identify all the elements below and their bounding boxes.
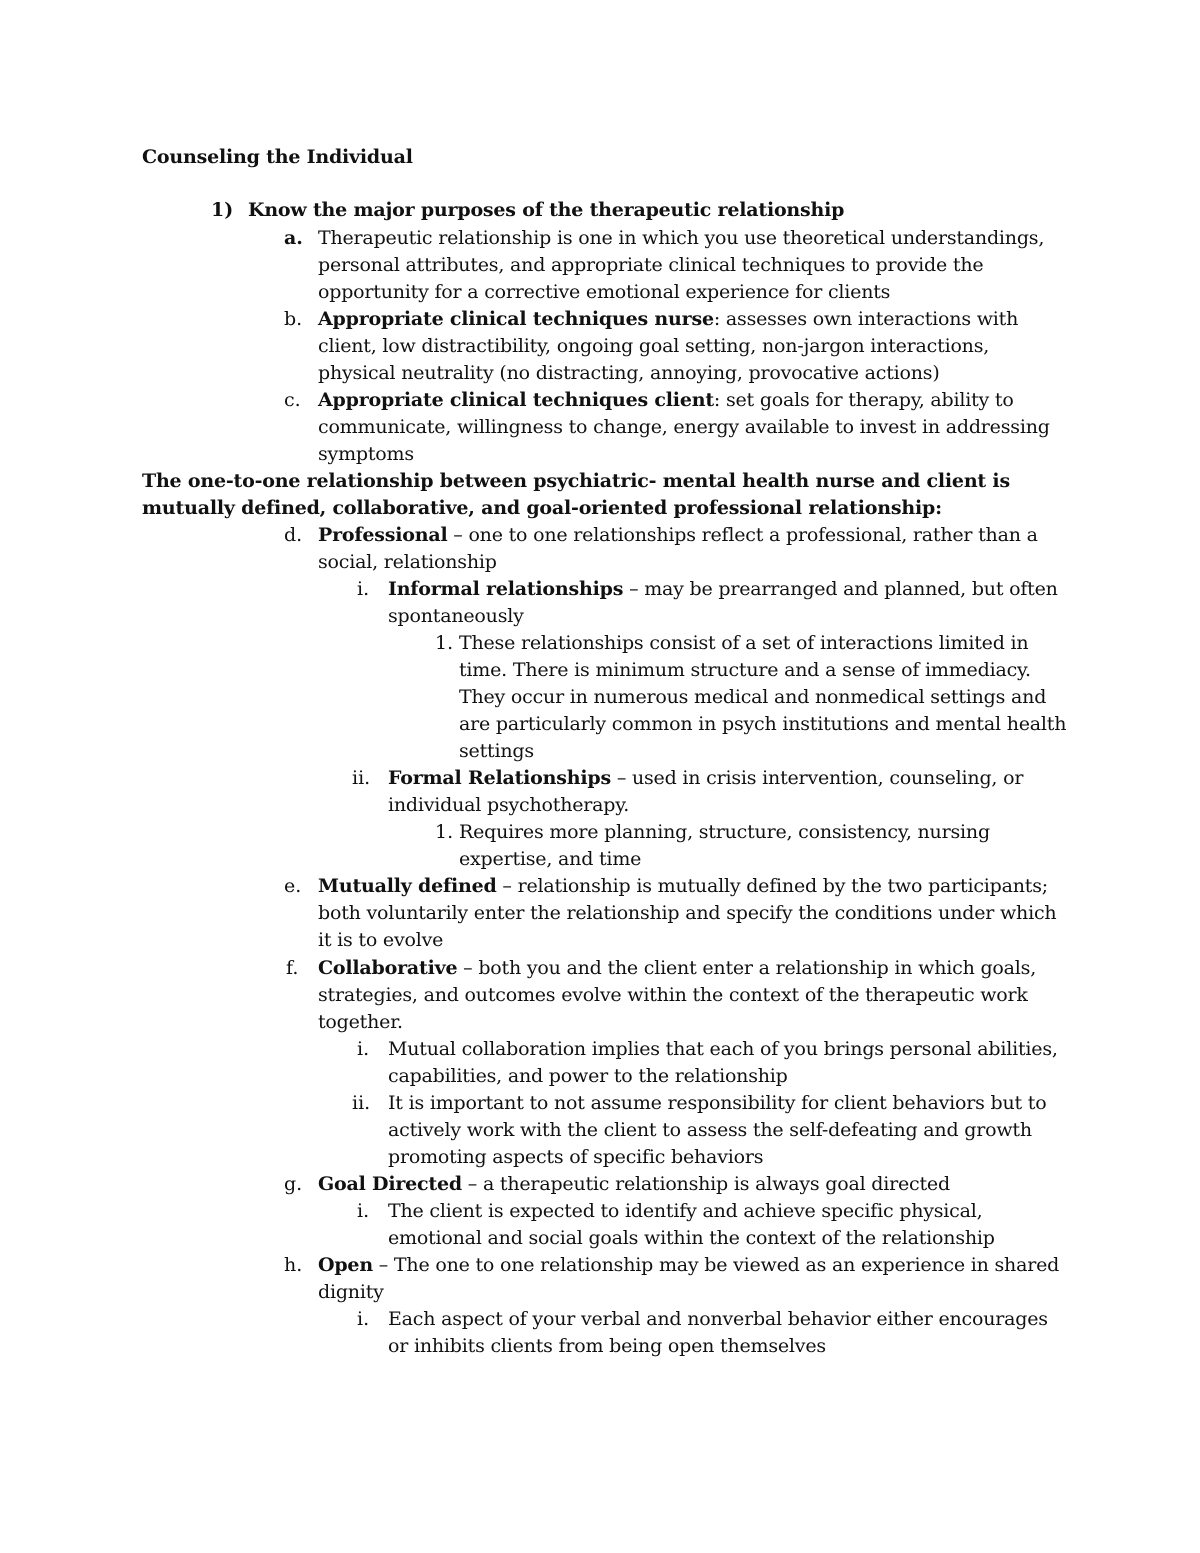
bold-statement-line2: mutually defined, collaborative, and goal-oriented professional relationship: — [142, 497, 942, 519]
document-title: Counseling the Individual — [142, 146, 413, 168]
item-a-line1: Therapeutic relationship is one in which you use theoretical understandings, — [318, 227, 1045, 249]
item-f-line3: together. — [318, 1011, 403, 1033]
item-b-line2: client, low distractibility, ongoing goal setting, non-jargon interactions, — [318, 335, 990, 357]
item-g-line1: Goal Directed – a therapeutic relationship is always goal directed — [318, 1173, 950, 1195]
item-d-i-1-line2: time. There is minimum structure and a sense of immediacy. — [459, 659, 1031, 681]
item-d-i-line1: Informal relationships – may be prearranged and planned, but often — [388, 578, 1058, 600]
section-number: 1) — [211, 199, 234, 221]
list-marker-g-i: i. — [357, 1200, 370, 1222]
item-d-line1: Professional – one to one relationships reflect a professional, rather than a — [318, 524, 1038, 546]
item-f-ii-line3: promoting aspects of specific behaviors — [388, 1146, 764, 1168]
item-d-i-1-line5: settings — [459, 740, 534, 762]
item-a-line2: personal attributes, and appropriate clinical techniques to provide the — [318, 254, 984, 276]
item-c-line1: Appropriate clinical techniques client: set goals for therapy, ability to — [318, 389, 1014, 411]
list-marker-h-i: i. — [357, 1308, 370, 1330]
list-marker-d-i-1: 1. — [435, 632, 454, 654]
list-marker-d-i: i. — [357, 578, 370, 600]
item-f-i-line2: capabilities, and power to the relationship — [388, 1065, 788, 1087]
item-g-i-line1: The client is expected to identify and achieve specific physical, — [388, 1200, 983, 1222]
item-a-line3: opportunity for a corrective emotional experience for clients — [318, 281, 891, 303]
item-h-line2: dignity — [318, 1281, 384, 1303]
item-h-line1: Open – The one to one relationship may be viewed as an experience in shared — [318, 1254, 1060, 1276]
item-f-line1: Collaborative – both you and the client enter a relationship in which goals, — [318, 957, 1037, 979]
item-g-i-line2: emotional and social goals within the context of the relationship — [388, 1227, 995, 1249]
item-d-line2: social, relationship — [318, 551, 497, 573]
item-d-i-1-line4: are particularly common in psych institutions and mental health — [459, 713, 1067, 735]
item-h-i-line1: Each aspect of your verbal and nonverbal behavior either encourages — [388, 1308, 1048, 1330]
item-d-ii-line2: individual psychotherapy. — [388, 794, 630, 816]
list-marker-d-ii-1: 1. — [435, 821, 454, 843]
list-marker-b: b. — [284, 308, 303, 330]
item-f-i-line1: Mutual collaboration implies that each of you brings personal abilities, — [388, 1038, 1058, 1060]
list-marker-h: h. — [284, 1254, 303, 1276]
list-marker-a: a. — [284, 227, 303, 249]
item-b-line1: Appropriate clinical techniques nurse: assesses own interactions with — [318, 308, 1019, 330]
item-f-ii-line2: actively work with the client to assess the self-defeating and growth — [388, 1119, 1032, 1141]
item-d-i-1-line1: These relationships consist of a set of interactions limited in — [459, 632, 1029, 654]
item-d-ii-1-line1: Requires more planning, structure, consistency, nursing — [459, 821, 990, 843]
item-b-line3: physical neutrality (no distracting, annoying, provocative actions) — [318, 362, 940, 384]
list-marker-f-ii: ii. — [352, 1092, 371, 1114]
item-d-i-line2: spontaneously — [388, 605, 524, 627]
item-e-line3: it is to evolve — [318, 929, 444, 951]
section-heading: Know the major purposes of the therapeutic relationship — [248, 199, 845, 221]
list-marker-d-ii: ii. — [352, 767, 371, 789]
list-marker-e: e. — [284, 875, 302, 897]
item-f-ii-line1: It is important to not assume responsibility for client behaviors but to — [388, 1092, 1047, 1114]
list-marker-g: g. — [284, 1173, 303, 1195]
item-e-line2: both voluntarily enter the relationship and specify the conditions under which — [318, 902, 1057, 924]
item-h-i-line2: or inhibits clients from being open themselves — [388, 1335, 826, 1357]
list-marker-d: d. — [284, 524, 303, 546]
list-marker-f-i: i. — [357, 1038, 370, 1060]
item-c-line3: symptoms — [318, 443, 414, 465]
item-d-ii-line1: Formal Relationships – used in crisis intervention, counseling, or — [388, 767, 1024, 789]
item-f-line2: strategies, and outcomes evolve within the context of the therapeutic work — [318, 984, 1028, 1006]
item-d-i-1-line3: They occur in numerous medical and nonmedical settings and — [459, 686, 1047, 708]
list-marker-f: f. — [286, 957, 299, 979]
bold-statement-line1: The one-to-one relationship between psychiatric- mental health nurse and client is — [142, 470, 1010, 492]
item-c-line2: communicate, willingness to change, energy available to invest in addressing — [318, 416, 1050, 438]
list-marker-c: c. — [284, 389, 301, 411]
item-d-ii-1-line2: expertise, and time — [459, 848, 642, 870]
item-e-line1: Mutually defined – relationship is mutually defined by the two participants; — [318, 875, 1048, 897]
